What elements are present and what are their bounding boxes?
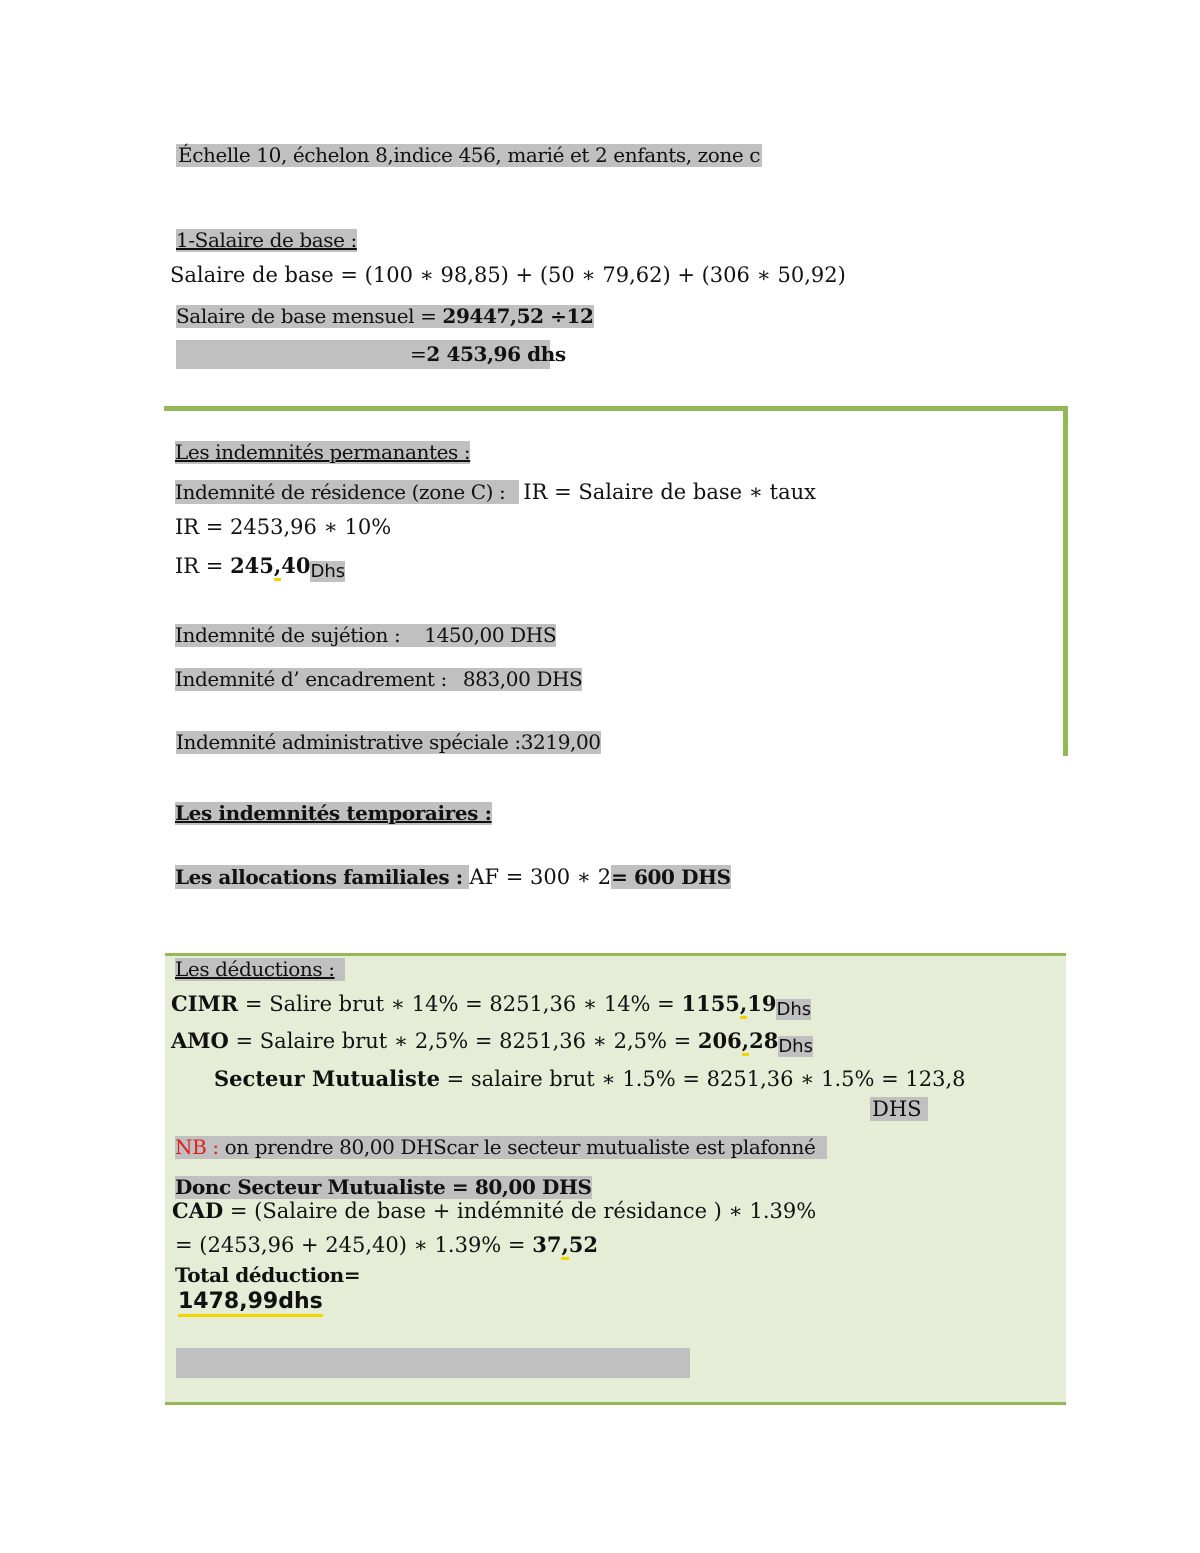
admin-line: Indemnité administrative spéciale :3219,00 bbox=[176, 730, 601, 754]
cad-calc: = (2453,96 + 245,40) ∗ 1.39% = bbox=[175, 1233, 533, 1257]
nb-text: on prendre 80,00 DHScar le secteur mutualiste est plafonné bbox=[218, 1135, 816, 1159]
donc-line: Donc Secteur Mutualiste = 80,00 DHS bbox=[175, 1175, 592, 1199]
amo-unit: Dhs bbox=[778, 1036, 813, 1057]
sujetion-label: Indemnité de sujétion : bbox=[175, 623, 407, 647]
cad-dec: 52 bbox=[568, 1232, 598, 1257]
residence-label: Indemnité de résidence (zone C) : bbox=[175, 480, 519, 504]
encadrement-line bbox=[175, 668, 582, 691]
allocations-line bbox=[175, 865, 731, 889]
nb-line bbox=[175, 1136, 827, 1159]
permanentes-box-top-border bbox=[164, 406, 1068, 411]
cimr-int: 1155 bbox=[681, 991, 740, 1016]
salaire-result-value: 2 453,96 dhs bbox=[426, 342, 566, 366]
residence-line bbox=[175, 480, 816, 504]
cimr-name: CIMR bbox=[171, 991, 239, 1016]
cad-int: 37 bbox=[532, 1232, 562, 1257]
cimr-line bbox=[171, 991, 812, 1020]
header-line: Échelle 10, échelon 8,indice 456, marié et 2 enfants, zone c bbox=[178, 143, 761, 167]
encadrement-value: 883,00 DHS bbox=[462, 667, 583, 691]
sujetion-line bbox=[175, 624, 556, 647]
salaire-mensuel-line bbox=[176, 305, 594, 328]
total-value: 1478,99dhs bbox=[178, 1289, 323, 1314]
ir-result-int: 245 bbox=[230, 553, 274, 578]
cad-comma: , bbox=[561, 1232, 568, 1260]
ir-result bbox=[175, 553, 346, 582]
salaire-base-formula: Salaire de base = (100 ∗ 98,85) + (50 ∗ 79,62) + (306 ∗ 50,92) bbox=[170, 263, 846, 287]
nb-label: NB : bbox=[175, 1135, 219, 1159]
temporaires-title: Les indemnités temporaires : bbox=[175, 801, 492, 825]
amo-comma: , bbox=[742, 1028, 749, 1056]
cad-line bbox=[172, 1199, 816, 1223]
amo-formula: = Salaire brut ∗ 2,5% = 8251,36 ∗ 2,5% = bbox=[228, 1029, 698, 1053]
total-label: Total déduction= bbox=[175, 1263, 361, 1287]
ir-result-prefix: IR = bbox=[175, 554, 231, 578]
amo-line bbox=[171, 1028, 813, 1057]
cad-calc-line bbox=[175, 1233, 598, 1257]
allocations-label: Les allocations familiales : bbox=[175, 865, 470, 889]
ir-unit: Dhs bbox=[310, 561, 346, 582]
salaire-mensuel-label: Salaire de base mensuel = bbox=[176, 304, 443, 328]
salaire-base-title: 1-Salaire de base : bbox=[176, 228, 357, 252]
amo-int: 206 bbox=[697, 1028, 742, 1053]
mutualiste-formula: = salaire brut ∗ 1.5% = 8251,36 ∗ 1.5% = 123,8 bbox=[439, 1067, 966, 1091]
cad-name: CAD bbox=[172, 1198, 224, 1223]
allocations-formula: AF = 300 ∗ 2 bbox=[469, 865, 612, 889]
encadrement-label: Indemnité d’ encadrement : bbox=[175, 667, 453, 691]
cimr-unit: Dhs bbox=[776, 999, 812, 1020]
mutualiste-name: Secteur Mutualiste bbox=[214, 1066, 440, 1091]
ir-calc: IR = 2453,96 ∗ 10% bbox=[175, 515, 392, 539]
cimr-dec: 19 bbox=[747, 991, 777, 1016]
amo-dec: 28 bbox=[749, 1028, 779, 1053]
allocations-result: = 600 DHS bbox=[611, 865, 731, 889]
permanentes-box-right-border bbox=[1063, 406, 1068, 756]
residence-formula: IR = Salaire de base ∗ taux bbox=[523, 480, 816, 504]
salaire-result bbox=[410, 343, 566, 366]
ir-result-comma: , bbox=[274, 553, 281, 581]
mutualiste-line bbox=[214, 1067, 966, 1091]
cimr-formula: = Salire brut ∗ 14% = 8251,36 ∗ 14% = bbox=[238, 992, 682, 1016]
mutualiste-unit: DHS bbox=[870, 1097, 928, 1121]
empty-highlight-bar bbox=[176, 1348, 690, 1378]
permanentes-title: Les indemnités permanantes : bbox=[175, 440, 471, 464]
cad-formula: = (Salaire de base + indémnité de résidance ) ∗ 1.39% bbox=[223, 1199, 817, 1223]
salaire-mensuel-value: 29447,52 ÷12 bbox=[442, 304, 594, 328]
ir-result-dec: 40 bbox=[281, 553, 311, 578]
amo-name: AMO bbox=[171, 1028, 229, 1053]
sujetion-value: 1450,00 DHS bbox=[424, 623, 557, 647]
deductions-title: Les déductions : bbox=[175, 958, 345, 981]
salaire-result-eq: = bbox=[410, 342, 427, 366]
cimr-comma: , bbox=[740, 991, 747, 1019]
